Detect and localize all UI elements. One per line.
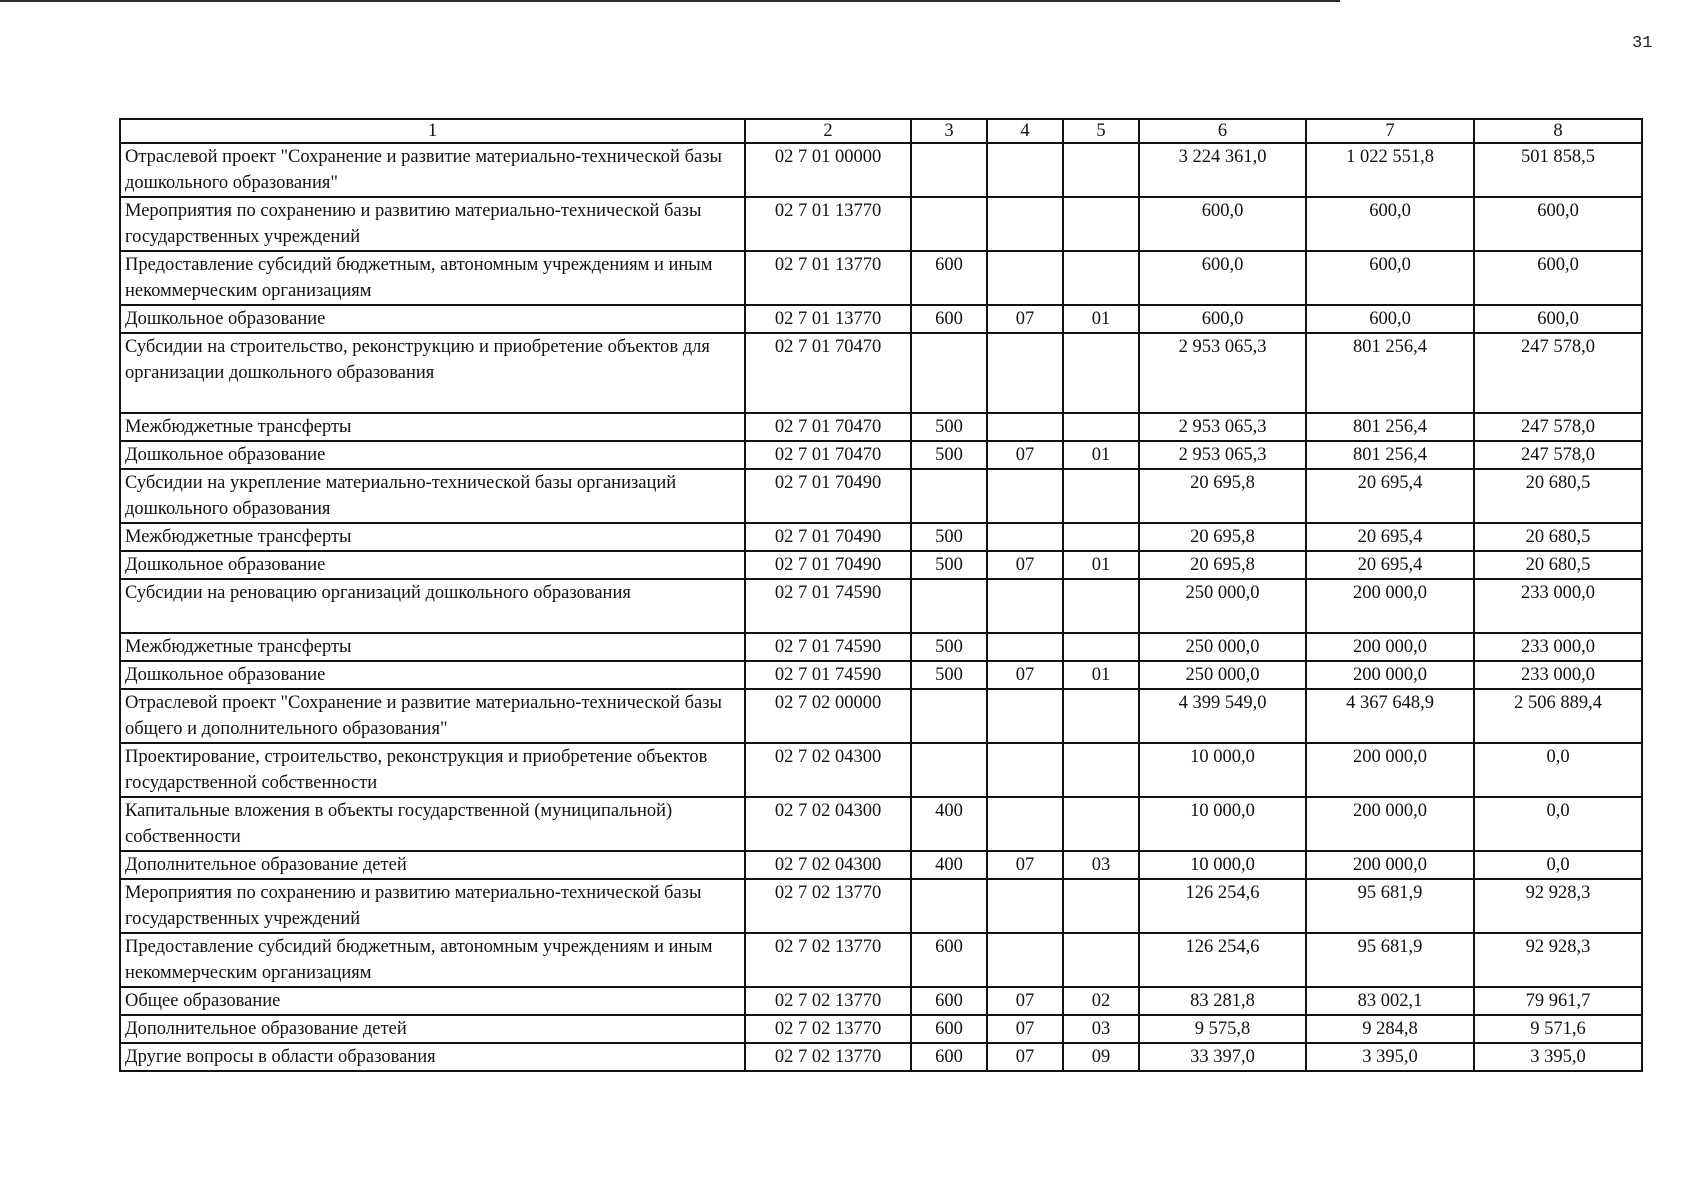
row-col4-cell: 07 — [987, 661, 1063, 689]
row-col8-cell: 600,0 — [1474, 305, 1642, 333]
row-col3-cell — [911, 197, 987, 251]
row-col4-cell: 07 — [987, 1015, 1063, 1043]
table-row — [120, 743, 1642, 797]
row-code-cell: 02 7 02 13770 — [745, 1043, 911, 1071]
row-col3-cell: 400 — [911, 797, 987, 851]
table-row — [120, 413, 1642, 441]
row-col3-cell: 600 — [911, 1015, 987, 1043]
row-col5-cell — [1063, 523, 1139, 551]
row-col5-cell: 01 — [1063, 551, 1139, 579]
row-col8-cell: 79 961,7 — [1474, 987, 1642, 1015]
row-col7-cell: 801 256,4 — [1306, 333, 1474, 413]
row-col8-cell: 0,0 — [1474, 797, 1642, 851]
row-col7-cell: 801 256,4 — [1306, 441, 1474, 469]
table-row — [120, 197, 1642, 251]
header-cell: 5 — [1063, 119, 1139, 143]
row-col7-cell: 95 681,9 — [1306, 933, 1474, 987]
row-col8-cell: 92 928,3 — [1474, 879, 1642, 933]
row-col3-cell: 500 — [911, 551, 987, 579]
row-col7-cell: 83 002,1 — [1306, 987, 1474, 1015]
row-code-cell: 02 7 01 70490 — [745, 523, 911, 551]
scan-border-line — [0, 0, 1340, 2]
row-col8-cell: 501 858,5 — [1474, 143, 1642, 197]
row-col3-cell — [911, 469, 987, 523]
table-row — [120, 469, 1642, 523]
row-col5-cell — [1063, 333, 1139, 413]
row-name-cell: Дополнительное образование детей — [120, 1015, 745, 1043]
row-code-cell: 02 7 02 13770 — [745, 987, 911, 1015]
row-col7-cell: 1 022 551,8 — [1306, 143, 1474, 197]
row-code-cell: 02 7 01 74590 — [745, 633, 911, 661]
table-row — [120, 879, 1642, 933]
row-col8-cell: 600,0 — [1474, 197, 1642, 251]
row-col5-cell: 03 — [1063, 851, 1139, 879]
row-name-cell: Дошкольное образование — [120, 305, 745, 333]
row-col4-cell — [987, 251, 1063, 305]
row-name-cell: Капитальные вложения в объекты государственной (муниципальной) собственности — [120, 797, 745, 851]
header-cell: 2 — [745, 119, 911, 143]
row-col7-cell: 20 695,4 — [1306, 469, 1474, 523]
row-col5-cell — [1063, 251, 1139, 305]
table-row — [120, 333, 1642, 413]
row-col7-cell: 3 395,0 — [1306, 1043, 1474, 1071]
row-col3-cell: 500 — [911, 633, 987, 661]
row-col8-cell: 0,0 — [1474, 743, 1642, 797]
row-col5-cell: 09 — [1063, 1043, 1139, 1071]
row-col6-cell: 2 953 065,3 — [1139, 413, 1306, 441]
row-col7-cell: 200 000,0 — [1306, 579, 1474, 633]
row-col3-cell — [911, 879, 987, 933]
row-col7-cell: 200 000,0 — [1306, 797, 1474, 851]
row-col4-cell: 07 — [987, 851, 1063, 879]
row-col8-cell: 92 928,3 — [1474, 933, 1642, 987]
row-col5-cell: 01 — [1063, 441, 1139, 469]
row-name-cell: Субсидии на строительство, реконструкцию и приобретение объектов для организации дошкольного образования — [120, 333, 745, 413]
row-col5-cell — [1063, 797, 1139, 851]
row-col8-cell: 2 506 889,4 — [1474, 689, 1642, 743]
row-col6-cell: 10 000,0 — [1139, 797, 1306, 851]
row-name-cell: Мероприятия по сохранению и развитию материально-технической базы государственных учреждений — [120, 879, 745, 933]
table-row — [120, 143, 1642, 197]
row-col7-cell: 20 695,4 — [1306, 523, 1474, 551]
row-col3-cell — [911, 579, 987, 633]
row-col6-cell: 20 695,8 — [1139, 469, 1306, 523]
row-col4-cell — [987, 523, 1063, 551]
row-col5-cell: 01 — [1063, 661, 1139, 689]
row-col3-cell: 500 — [911, 413, 987, 441]
row-code-cell: 02 7 01 74590 — [745, 579, 911, 633]
row-col4-cell — [987, 333, 1063, 413]
row-col3-cell: 500 — [911, 441, 987, 469]
row-col4-cell — [987, 579, 1063, 633]
row-col4-cell — [987, 197, 1063, 251]
row-code-cell: 02 7 02 04300 — [745, 851, 911, 879]
row-name-cell: Предоставление субсидий бюджетным, автономным учреждениям и иным некоммерческим организациям — [120, 251, 745, 305]
row-col6-cell: 126 254,6 — [1139, 879, 1306, 933]
row-col6-cell: 3 224 361,0 — [1139, 143, 1306, 197]
table-row — [120, 523, 1642, 551]
header-cell: 3 — [911, 119, 987, 143]
budget-table — [119, 118, 1643, 1072]
row-col4-cell — [987, 933, 1063, 987]
row-col6-cell: 600,0 — [1139, 305, 1306, 333]
table-row — [120, 987, 1642, 1015]
row-col4-cell: 07 — [987, 1043, 1063, 1071]
row-col6-cell: 250 000,0 — [1139, 661, 1306, 689]
row-code-cell: 02 7 01 13770 — [745, 197, 911, 251]
row-code-cell: 02 7 02 13770 — [745, 879, 911, 933]
header-cell: 6 — [1139, 119, 1306, 143]
row-name-cell: Отраслевой проект "Сохранение и развитие материально-технической базы дошкольного образования" — [120, 143, 745, 197]
row-code-cell: 02 7 02 13770 — [745, 933, 911, 987]
row-col7-cell: 9 284,8 — [1306, 1015, 1474, 1043]
row-code-cell: 02 7 01 70470 — [745, 441, 911, 469]
row-col5-cell — [1063, 579, 1139, 633]
row-col6-cell: 126 254,6 — [1139, 933, 1306, 987]
row-col8-cell: 247 578,0 — [1474, 333, 1642, 413]
row-col8-cell: 233 000,0 — [1474, 661, 1642, 689]
row-col8-cell: 20 680,5 — [1474, 551, 1642, 579]
row-col3-cell: 600 — [911, 987, 987, 1015]
row-col4-cell: 07 — [987, 305, 1063, 333]
row-col5-cell: 01 — [1063, 305, 1139, 333]
table-row — [120, 551, 1642, 579]
header-cell: 7 — [1306, 119, 1474, 143]
row-col5-cell — [1063, 469, 1139, 523]
row-name-cell: Общее образование — [120, 987, 745, 1015]
row-col4-cell — [987, 689, 1063, 743]
row-col5-cell — [1063, 413, 1139, 441]
row-col3-cell — [911, 743, 987, 797]
row-col8-cell: 9 571,6 — [1474, 1015, 1642, 1043]
row-col3-cell: 600 — [911, 251, 987, 305]
row-col7-cell: 200 000,0 — [1306, 633, 1474, 661]
row-col6-cell: 600,0 — [1139, 251, 1306, 305]
row-col6-cell: 250 000,0 — [1139, 579, 1306, 633]
row-col6-cell: 2 953 065,3 — [1139, 441, 1306, 469]
table-row — [120, 797, 1642, 851]
row-col4-cell — [987, 797, 1063, 851]
row-col7-cell: 20 695,4 — [1306, 551, 1474, 579]
row-col4-cell: 07 — [987, 987, 1063, 1015]
table-row — [120, 441, 1642, 469]
row-col4-cell — [987, 143, 1063, 197]
row-col6-cell: 250 000,0 — [1139, 633, 1306, 661]
row-col3-cell — [911, 143, 987, 197]
row-name-cell: Межбюджетные трансферты — [120, 633, 745, 661]
row-col3-cell: 600 — [911, 933, 987, 987]
row-col4-cell — [987, 879, 1063, 933]
table-row — [120, 1015, 1642, 1043]
row-code-cell: 02 7 01 70490 — [745, 469, 911, 523]
row-code-cell: 02 7 02 13770 — [745, 1015, 911, 1043]
row-col7-cell: 200 000,0 — [1306, 743, 1474, 797]
row-code-cell: 02 7 01 74590 — [745, 661, 911, 689]
header-cell: 4 — [987, 119, 1063, 143]
row-col6-cell: 20 695,8 — [1139, 551, 1306, 579]
header-cell: 1 — [120, 119, 745, 143]
row-col3-cell: 600 — [911, 305, 987, 333]
row-col5-cell: 02 — [1063, 987, 1139, 1015]
row-col8-cell: 247 578,0 — [1474, 413, 1642, 441]
row-col7-cell: 95 681,9 — [1306, 879, 1474, 933]
row-name-cell: Дошкольное образование — [120, 661, 745, 689]
row-col6-cell: 20 695,8 — [1139, 523, 1306, 551]
row-col7-cell: 600,0 — [1306, 305, 1474, 333]
row-col8-cell: 233 000,0 — [1474, 633, 1642, 661]
row-name-cell: Дошкольное образование — [120, 441, 745, 469]
row-code-cell: 02 7 01 70470 — [745, 333, 911, 413]
header-cell: 8 — [1474, 119, 1642, 143]
row-col5-cell — [1063, 743, 1139, 797]
row-col5-cell — [1063, 633, 1139, 661]
row-name-cell: Другие вопросы в области образования — [120, 1043, 745, 1071]
row-col4-cell: 07 — [987, 551, 1063, 579]
row-col5-cell — [1063, 879, 1139, 933]
row-name-cell: Дошкольное образование — [120, 551, 745, 579]
row-col3-cell — [911, 333, 987, 413]
table-row — [120, 579, 1642, 633]
row-col3-cell: 400 — [911, 851, 987, 879]
row-code-cell: 02 7 02 00000 — [745, 689, 911, 743]
row-name-cell: Субсидии на укрепление материально-технической базы организаций дошкольного образования — [120, 469, 745, 523]
table-row — [120, 661, 1642, 689]
row-col6-cell: 10 000,0 — [1139, 743, 1306, 797]
row-col8-cell: 233 000,0 — [1474, 579, 1642, 633]
row-name-cell: Предоставление субсидий бюджетным, автономным учреждениям и иным некоммерческим организациям — [120, 933, 745, 987]
row-col3-cell: 600 — [911, 1043, 987, 1071]
row-col6-cell: 9 575,8 — [1139, 1015, 1306, 1043]
row-col4-cell — [987, 469, 1063, 523]
row-code-cell: 02 7 01 00000 — [745, 143, 911, 197]
row-col8-cell: 20 680,5 — [1474, 469, 1642, 523]
row-col4-cell — [987, 413, 1063, 441]
table-row — [120, 689, 1642, 743]
row-col6-cell: 4 399 549,0 — [1139, 689, 1306, 743]
row-code-cell: 02 7 01 70490 — [745, 551, 911, 579]
table-row — [120, 1043, 1642, 1071]
table-row — [120, 251, 1642, 305]
row-col5-cell — [1063, 143, 1139, 197]
row-col4-cell — [987, 633, 1063, 661]
row-col7-cell: 200 000,0 — [1306, 851, 1474, 879]
row-col8-cell: 3 395,0 — [1474, 1043, 1642, 1071]
row-name-cell: Отраслевой проект "Сохранение и развитие материально-технической базы общего и дополнительного образования" — [120, 689, 745, 743]
row-code-cell: 02 7 02 04300 — [745, 743, 911, 797]
row-col5-cell — [1063, 689, 1139, 743]
row-code-cell: 02 7 01 13770 — [745, 305, 911, 333]
row-col5-cell — [1063, 933, 1139, 987]
table-row — [120, 933, 1642, 987]
row-col6-cell: 600,0 — [1139, 197, 1306, 251]
row-col5-cell: 03 — [1063, 1015, 1139, 1043]
row-col6-cell: 2 953 065,3 — [1139, 333, 1306, 413]
table-body — [120, 119, 1642, 1071]
row-col3-cell: 500 — [911, 661, 987, 689]
row-code-cell: 02 7 01 70470 — [745, 413, 911, 441]
row-col7-cell: 200 000,0 — [1306, 661, 1474, 689]
page-number: 31 — [1632, 34, 1653, 53]
table-row — [120, 851, 1642, 879]
row-col8-cell: 247 578,0 — [1474, 441, 1642, 469]
row-name-cell: Дополнительное образование детей — [120, 851, 745, 879]
row-col7-cell: 600,0 — [1306, 197, 1474, 251]
row-col4-cell — [987, 743, 1063, 797]
table-row — [120, 305, 1642, 333]
row-code-cell: 02 7 02 04300 — [745, 797, 911, 851]
row-col4-cell: 07 — [987, 441, 1063, 469]
row-name-cell: Мероприятия по сохранению и развитию материально-технической базы государственных учреждений — [120, 197, 745, 251]
row-col8-cell: 600,0 — [1474, 251, 1642, 305]
row-name-cell: Субсидии на реновацию организаций дошкольного образования — [120, 579, 745, 633]
row-col3-cell: 500 — [911, 523, 987, 551]
row-col5-cell — [1063, 197, 1139, 251]
row-col7-cell: 600,0 — [1306, 251, 1474, 305]
row-col3-cell — [911, 689, 987, 743]
row-name-cell: Межбюджетные трансферты — [120, 523, 745, 551]
row-code-cell: 02 7 01 13770 — [745, 251, 911, 305]
row-col6-cell: 10 000,0 — [1139, 851, 1306, 879]
table-row — [120, 633, 1642, 661]
row-col6-cell: 83 281,8 — [1139, 987, 1306, 1015]
row-col8-cell: 0,0 — [1474, 851, 1642, 879]
row-col7-cell: 4 367 648,9 — [1306, 689, 1474, 743]
row-name-cell: Межбюджетные трансферты — [120, 413, 745, 441]
row-col6-cell: 33 397,0 — [1139, 1043, 1306, 1071]
row-col8-cell: 20 680,5 — [1474, 523, 1642, 551]
row-name-cell: Проектирование, строительство, реконструкция и приобретение объектов государственной собственности — [120, 743, 745, 797]
row-col7-cell: 801 256,4 — [1306, 413, 1474, 441]
table-header-row — [120, 119, 1642, 143]
